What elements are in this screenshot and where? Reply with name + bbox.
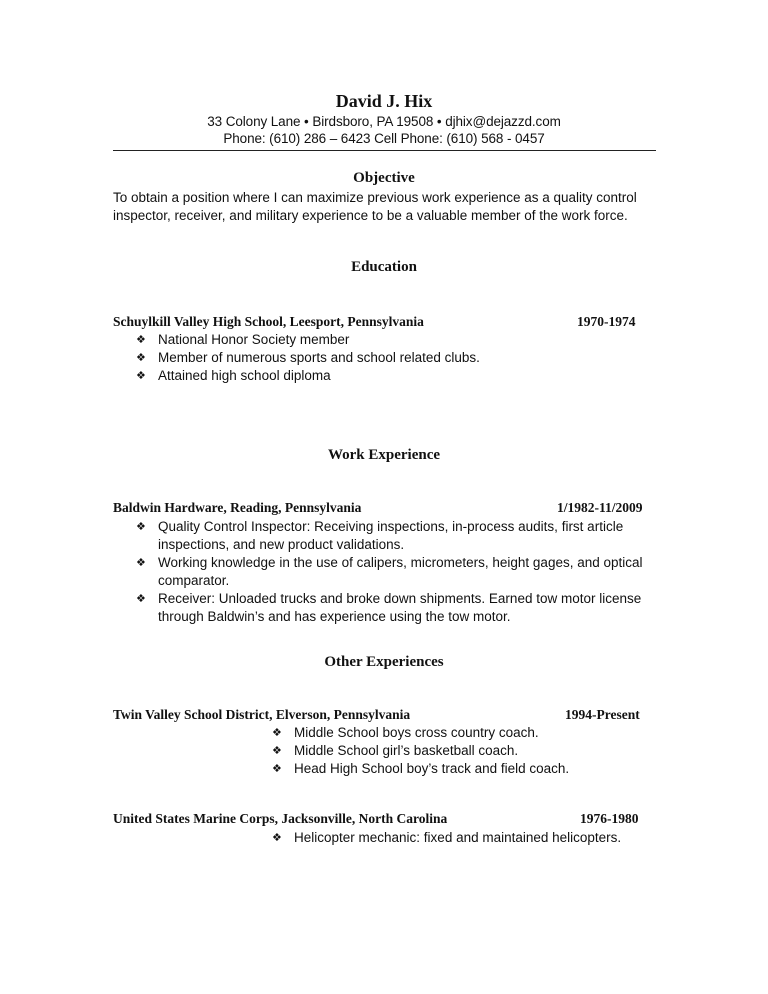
diamond-bullet-icon: ❖ [136,334,146,346]
education-bullets [136,331,658,385]
work-heading: Work Experience [327,447,441,463]
phone-line: Phone: (610) 286 – 6423 Cell Phone: (610) 568 - 0457 [223,131,545,146]
diamond-bullet-icon: ❖ [136,557,146,569]
education-dates: 1970-1974 [577,314,636,329]
list-item: ❖ Helicopter mechanic: fixed and maintained helicopters. [272,830,622,845]
diamond-bullet-icon: ❖ [136,352,146,364]
diamond-bullet-icon: ❖ [136,370,146,382]
education-heading: Education [351,259,417,275]
list-item: ❖ Middle School boys cross country coach. [272,725,539,740]
list-item: ❖ Member of numerous sports and school related clubs. [136,350,480,365]
list-item: ❖ Attained high school diploma [136,368,331,383]
education-org: Schuylkill Valley High School, Leesport, Pennsylvania [113,314,424,329]
other-dates-2: 1976-1980 [580,811,639,826]
address-line: 33 Colony Lane • Birdsboro, PA 19508 • djhix@dejazzd.com [207,114,561,129]
diamond-bullet-icon: ❖ [272,763,282,775]
list-item: ❖ Head High School boy’s track and field coach. [272,761,570,776]
diamond-bullet-icon: ❖ [272,727,282,739]
resume-name: David J. Hix [335,91,433,111]
list-item: ❖ Working knowledge in the use of calipers, micrometers, height gages, and optical comparator. [136,555,643,588]
other-bullets-1 [272,724,654,778]
work-org: Baldwin Hardware, Reading, Pennsylvania [113,500,362,515]
objective-heading: Objective [353,170,415,186]
other-org-1: Twin Valley School District, Elverson, Pennsylvania [113,707,411,722]
list-item: ❖ National Honor Society member [136,332,350,347]
objective-text: To obtain a position where I can maximize previous work experience as a quality control inspector, receiver, and military experience to be a valuable member of the work force. [113,190,637,223]
other-dates-1: 1994-Present [565,707,640,722]
other-heading: Other Experiences [324,654,444,670]
diamond-bullet-icon: ❖ [136,593,146,605]
header-divider [113,150,656,151]
diamond-bullet-icon: ❖ [272,832,282,844]
work-dates: 1/1982-11/2009 [557,500,643,515]
list-item: ❖ Middle School girl’s basketball coach. [272,743,519,758]
other-org-2: United States Marine Corps, Jacksonville, North Carolina [113,811,448,826]
diamond-bullet-icon: ❖ [272,745,282,757]
list-item: ❖ Quality Control Inspector: Receiving inspections, in-process audits, first article inspections, and new product validations. [136,519,624,552]
list-item: ❖ Receiver: Unloaded trucks and broke down shipments. Earned tow motor license through Baldwin’s and has experience using the tow motor. [136,591,642,624]
other-bullets-2 [272,829,654,847]
work-bullets [136,518,658,626]
diamond-bullet-icon: ❖ [136,521,146,533]
